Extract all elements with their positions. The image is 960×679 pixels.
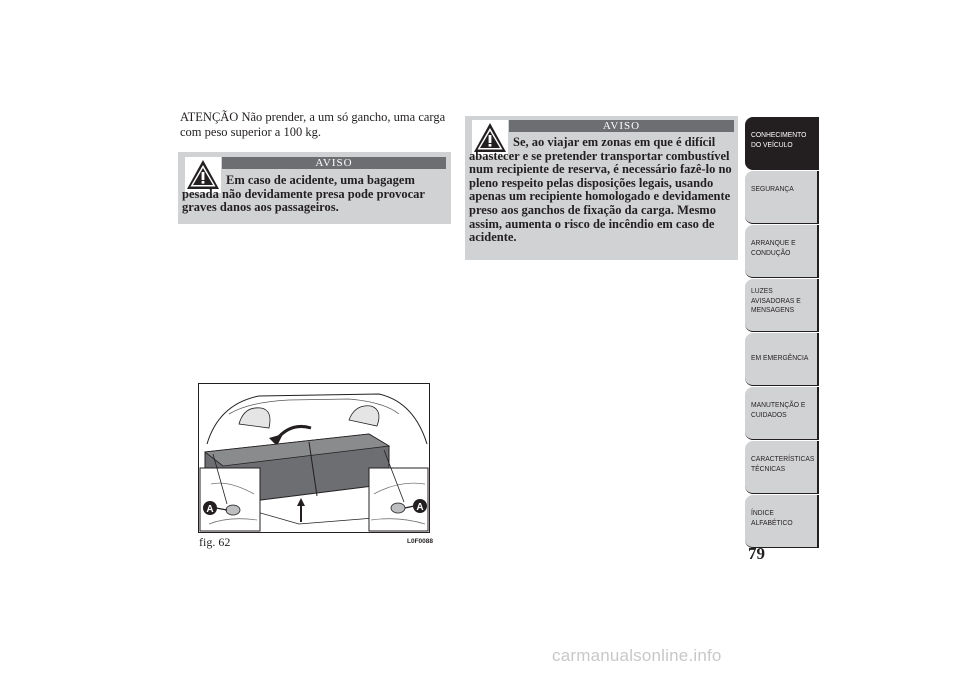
tab-luzes-avisadoras[interactable] xyxy=(745,279,819,332)
tab-label: CONHECIMENTO DO VEÍCULO xyxy=(751,130,807,149)
callout-a-left xyxy=(203,501,217,515)
watermark: carmanualsonline.info xyxy=(552,646,722,665)
rear-seat-illustration xyxy=(198,383,430,533)
car-interior-drawing xyxy=(199,384,429,532)
warning-box-fuel xyxy=(465,116,738,260)
tab-caracteristicas-tecnicas[interactable] xyxy=(745,441,819,494)
warning-text: Em caso de acidente, uma bagagem pesada não devidamente presa pode provocar graves danos aos passageiros. xyxy=(182,173,425,215)
tab-label: SEGURANÇA xyxy=(751,184,794,193)
tab-label: ARRANQUE E CONDUÇÃO xyxy=(751,238,796,257)
warning-box-luggage xyxy=(178,152,451,224)
page-number: 79 xyxy=(748,544,765,563)
tab-arranque-e-conducao[interactable] xyxy=(745,225,819,278)
tab-indice-alfabetico[interactable] xyxy=(745,495,819,548)
chapter-tabs xyxy=(745,117,819,549)
svg-text:A: A xyxy=(206,504,214,515)
warning-header: AVISO xyxy=(222,157,446,169)
tab-label: ÍNDICE ALFABÉTICO xyxy=(751,508,793,527)
warning-header: AVISO xyxy=(509,120,734,132)
tab-seguranca[interactable] xyxy=(745,171,819,224)
tab-conhecimento-do-veiculo[interactable] xyxy=(745,117,819,170)
svg-text:A: A xyxy=(416,502,424,513)
tab-label: CARACTERÍSTICAS TÉCNICAS xyxy=(751,454,815,473)
tab-em-emergencia[interactable] xyxy=(745,333,819,386)
tab-label: EM EMERGÊNCIA xyxy=(751,353,809,362)
tab-label: LUZES AVISADORAS E MENSAGENS xyxy=(751,286,801,314)
tab-label: MANUTENÇÃO E CUIDADOS xyxy=(751,400,806,419)
callout-a-right xyxy=(413,499,427,513)
figure-caption: fig. 62 xyxy=(199,535,231,549)
intro-paragraph: ATENÇÃO Não prender, a um só gancho, uma carga com peso superior a 100 kg. xyxy=(180,110,446,139)
figure-code: L0F0088 xyxy=(407,538,434,545)
tab-manutencao-e-cuidados[interactable] xyxy=(745,387,819,440)
warning-text: Se, ao viajar em zonas em que é difícil abastecer e se pretender transportar combustível num recipiente de reserva, é necessário fazê-lo no pleno respeito pelas disposições legais, usando apenas um recipiente homologado e devidamente preso aos ganchos de fixação da carga. Mesmo assim, aumenta o risco de incêndio em caso de acidente. xyxy=(469,135,732,245)
